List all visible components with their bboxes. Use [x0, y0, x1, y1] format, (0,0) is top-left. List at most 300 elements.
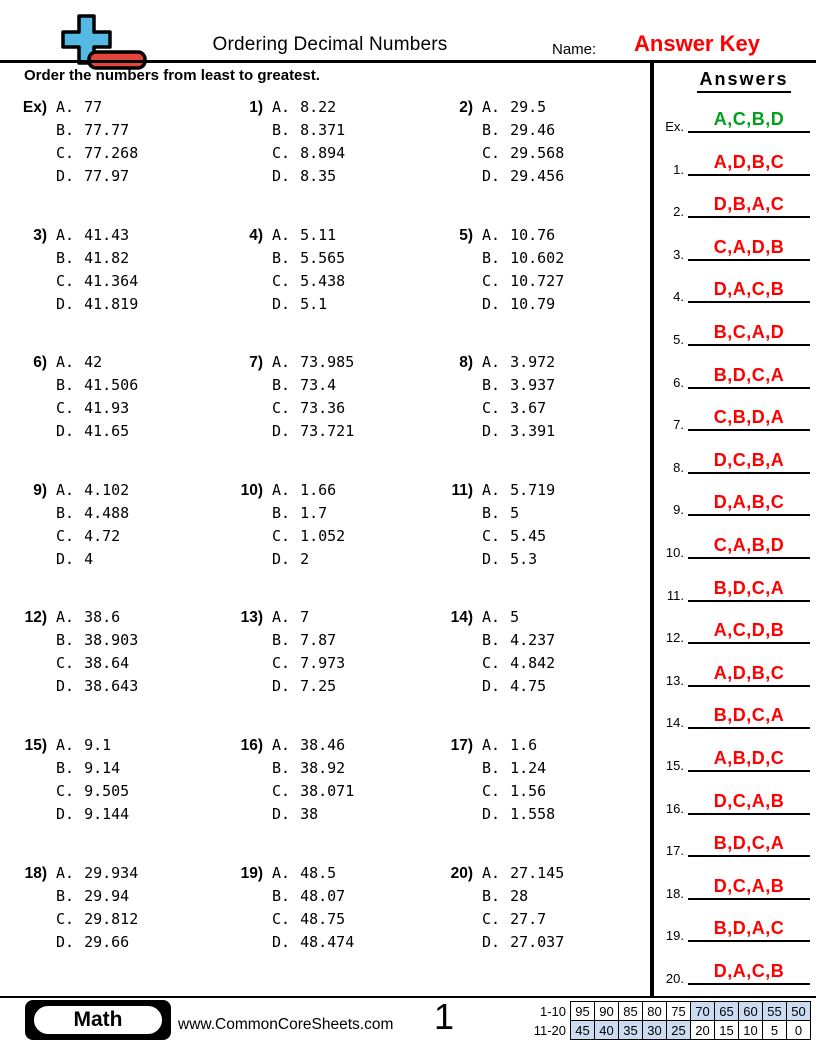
option-value: 29.66 [84, 932, 130, 951]
problem-option [56, 96, 138, 119]
answer-number: 9. [673, 502, 684, 518]
option-letter: D. [482, 804, 501, 823]
problem-item [224, 734, 434, 862]
problem-option [272, 885, 354, 908]
problem-option [272, 397, 354, 420]
answer-row [656, 785, 814, 815]
option-value: 73.36 [300, 399, 346, 418]
option-value: 3.67 [510, 399, 547, 418]
option-letter: B. [56, 503, 75, 522]
problem-option [56, 420, 138, 443]
grade-cell: 45 [571, 1021, 595, 1040]
option-value: 1.6 [510, 735, 538, 754]
answer-number: 13. [665, 672, 684, 688]
problem-option [56, 803, 129, 826]
problem-option [272, 606, 345, 629]
option-value: 28 [510, 886, 529, 905]
answer-line [688, 472, 810, 474]
option-value: 29.46 [510, 121, 556, 139]
option-letter: C. [272, 271, 291, 290]
answer-line [688, 387, 810, 389]
problems-grid [8, 96, 650, 989]
option-letter: D. [56, 677, 75, 696]
problem-option [482, 757, 555, 780]
option-letter: C. [272, 399, 291, 418]
answer-line [688, 301, 810, 303]
answer-line [688, 642, 810, 644]
option-value: 77.97 [84, 167, 130, 185]
option-letter: C. [56, 399, 75, 418]
option-value: 9.1 [84, 735, 112, 754]
problem-option [56, 734, 129, 757]
option-value: 41.364 [84, 271, 139, 290]
problem-option [482, 780, 555, 803]
option-letter: C. [272, 144, 291, 162]
math-badge-label: Math [73, 1008, 123, 1031]
problem-option [482, 142, 564, 165]
problem-number: 1) [249, 99, 263, 116]
header-divider [0, 60, 816, 63]
answers-heading: Answers [697, 69, 790, 93]
option-value: 27.037 [510, 932, 565, 951]
answer-row [656, 444, 814, 474]
problem-item [434, 734, 650, 862]
answer-value: D,B,A,C [713, 194, 785, 215]
option-letter: D. [56, 804, 75, 823]
problem-option [56, 885, 138, 908]
option-value: 10.727 [510, 271, 565, 290]
option-letter: D. [56, 549, 75, 568]
option-letter: A. [56, 480, 75, 499]
problem-option [272, 224, 345, 247]
option-letter: B. [56, 886, 75, 905]
answer-value: D,A,C,B [713, 279, 785, 300]
problem-option [56, 374, 138, 397]
option-letter: D. [272, 167, 291, 185]
option-value: 29.5 [510, 98, 547, 116]
answer-number: 11. [666, 587, 684, 603]
problem-option [272, 780, 354, 803]
problem-option [56, 931, 138, 954]
option-letter: A. [56, 225, 75, 244]
grade-cell: 75 [667, 1002, 691, 1021]
answer-row [656, 486, 814, 516]
grade-row-label: 11-20 [533, 1022, 566, 1038]
answer-row [656, 359, 814, 389]
problem-option [272, 629, 345, 652]
option-letter: B. [482, 886, 501, 905]
grade-cell: 0 [787, 1021, 811, 1040]
option-letter: C. [272, 654, 291, 673]
problem-item [434, 862, 650, 990]
option-value: 38.071 [300, 781, 355, 800]
option-letter: C. [482, 399, 501, 418]
option-letter: B. [482, 631, 501, 650]
option-value: 5.1 [300, 294, 328, 313]
option-letter: C. [272, 526, 291, 545]
option-letter: A. [482, 353, 501, 372]
problem-number: 20) [450, 864, 473, 882]
option-value: 4.237 [510, 631, 556, 650]
option-value: 41.65 [84, 422, 130, 441]
option-value: 1.24 [510, 758, 547, 777]
problem-option [272, 479, 345, 502]
answers-panel [656, 64, 816, 1004]
option-letter: C. [56, 654, 75, 673]
option-letter: D. [56, 294, 75, 313]
problem-option [272, 734, 354, 757]
answer-row [656, 827, 814, 857]
problem-option [56, 908, 138, 931]
problem-option [272, 293, 345, 316]
answer-line [688, 770, 810, 772]
answer-line [688, 131, 810, 133]
page-title: Ordering Decimal Numbers [212, 34, 448, 55]
option-value: 29.94 [84, 886, 130, 905]
problem-item [8, 606, 224, 734]
problem-option [56, 606, 138, 629]
problem-option [482, 502, 555, 525]
problem-item [224, 862, 434, 990]
problem-option [482, 931, 564, 954]
grade-row-label: 1-10 [539, 1003, 566, 1019]
option-letter: A. [482, 225, 501, 244]
problem-option [56, 270, 138, 293]
answer-key-text: Answer Key [634, 31, 760, 56]
answer-line [688, 174, 810, 176]
answer-value: C,A,D,B [713, 236, 785, 257]
grade-cell: 85 [619, 1002, 643, 1021]
option-value: 48.75 [300, 909, 346, 928]
option-letter: A. [272, 735, 291, 754]
option-letter: B. [272, 503, 291, 522]
problem-option [482, 675, 555, 698]
option-letter: C. [482, 654, 501, 673]
problem-option [482, 629, 555, 652]
grade-cell: 70 [691, 1002, 715, 1021]
problem-item [434, 224, 650, 352]
option-value: 9.144 [84, 804, 130, 823]
problem-option [272, 757, 354, 780]
option-value: 41.93 [84, 399, 130, 418]
problem-number: 10) [240, 481, 263, 499]
vertical-double-divider [650, 63, 654, 997]
option-letter: A. [56, 353, 75, 372]
option-value: 38.64 [84, 654, 130, 673]
answer-line [688, 259, 810, 261]
problem-option [482, 119, 564, 142]
answer-line [688, 557, 810, 559]
problem-item [434, 96, 650, 224]
problem-option [482, 374, 555, 397]
grade-cell: 35 [619, 1021, 643, 1040]
option-letter: A. [272, 353, 291, 372]
answer-number: 17. [665, 843, 684, 859]
problem-option [482, 293, 564, 316]
answer-number: 4. [673, 289, 684, 305]
option-letter: D. [56, 422, 75, 441]
answer-value: A,D,B,C [713, 662, 785, 683]
option-value: 4.102 [84, 480, 130, 499]
problem-item [8, 734, 224, 862]
answer-value: A,C,D,B [713, 620, 785, 641]
problem-option [56, 165, 138, 188]
option-letter: D. [482, 422, 501, 441]
option-letter: C. [482, 271, 501, 290]
answer-number: Ex. [665, 119, 684, 134]
problem-option [272, 142, 345, 165]
problem-option [482, 548, 555, 571]
grade-cell: 20 [691, 1021, 715, 1040]
option-value: 73.4 [300, 376, 337, 395]
grade-cell: 55 [763, 1002, 787, 1021]
answer-number: 2. [673, 204, 684, 220]
answer-row [656, 870, 814, 900]
option-letter: B. [482, 376, 501, 395]
option-letter: D. [272, 932, 291, 951]
problem-number: 14) [450, 609, 473, 627]
problem-option [272, 420, 354, 443]
problem-option [482, 525, 555, 548]
answer-value: D,A,B,C [713, 492, 785, 513]
option-letter: C. [56, 781, 75, 800]
grade-cell: 50 [787, 1002, 811, 1021]
problem-option [272, 374, 354, 397]
option-value: 41.506 [84, 376, 139, 395]
problem-option [482, 420, 555, 443]
option-letter: B. [272, 886, 291, 905]
option-value: 1.052 [300, 526, 346, 545]
problem-option [482, 165, 564, 188]
answer-value: B,C,A,D [713, 322, 785, 342]
problem-option [56, 525, 129, 548]
option-letter: B. [56, 376, 75, 395]
answer-number: 5. [673, 332, 684, 347]
problem-option [272, 525, 345, 548]
answer-row [656, 657, 814, 687]
problem-option [56, 119, 138, 142]
answer-value: D,C,A,B [713, 790, 785, 811]
answer-value: C,A,B,D [713, 535, 785, 555]
answer-number: 15. [665, 758, 684, 773]
option-letter: C. [482, 909, 501, 928]
problem-option [482, 908, 564, 931]
problem-option [272, 675, 345, 698]
problem-option [56, 397, 138, 420]
answer-row [656, 231, 814, 261]
problem-item [8, 862, 224, 990]
option-value: 1.56 [510, 781, 547, 800]
option-letter: A. [272, 225, 291, 244]
problem-option [482, 606, 555, 629]
problem-option [272, 652, 345, 675]
option-value: 3.391 [510, 422, 556, 441]
grade-table [534, 1001, 811, 1040]
option-value: 48.5 [300, 863, 337, 882]
answer-line [688, 216, 810, 218]
grade-cell: 60 [739, 1002, 763, 1021]
answer-value: D,A,C,B [713, 961, 785, 981]
problem-option [482, 224, 564, 247]
option-letter: C. [56, 909, 75, 928]
name-label: Name: [552, 41, 597, 58]
option-letter: B. [56, 631, 75, 650]
option-value: 29.934 [84, 863, 139, 882]
answer-value: A,B,D,C [713, 748, 785, 768]
option-letter: A. [56, 608, 75, 627]
problem-option [56, 757, 129, 780]
problem-item [224, 96, 434, 224]
option-letter: A. [272, 480, 291, 499]
option-value: 29.456 [510, 167, 565, 185]
answer-line [688, 983, 810, 985]
answer-value: B,D,C,A [713, 705, 785, 726]
option-value: 9.14 [84, 758, 121, 777]
answer-value: B,D,C,A [713, 364, 785, 385]
option-value: 29.568 [510, 144, 565, 162]
problem-option [272, 270, 345, 293]
answer-number: 16. [665, 800, 684, 816]
problem-number: Ex) [22, 99, 47, 116]
option-letter: B. [482, 121, 501, 139]
option-value: 7.973 [300, 654, 346, 673]
option-value: 5 [510, 503, 520, 522]
problem-option [482, 885, 564, 908]
option-value: 3.972 [510, 353, 556, 372]
answer-line [688, 727, 810, 729]
answer-line [688, 344, 810, 346]
problem-option [56, 142, 138, 165]
option-value: 38.6 [84, 608, 121, 627]
option-value: 48.07 [300, 886, 346, 905]
problem-option [482, 351, 555, 374]
answer-row [656, 742, 814, 772]
option-letter: A. [56, 863, 75, 882]
option-letter: A. [272, 608, 291, 627]
answer-line [688, 813, 810, 815]
problem-item [434, 479, 650, 607]
option-value: 41.43 [84, 225, 130, 244]
option-letter: B. [56, 121, 75, 139]
problem-item [224, 479, 434, 607]
option-letter: C. [56, 144, 75, 162]
answer-number: 12. [665, 630, 684, 646]
problem-option [482, 96, 564, 119]
option-value: 5.565 [300, 248, 346, 267]
option-letter: D. [482, 932, 501, 951]
option-letter: B. [482, 248, 501, 267]
problem-number: 18) [24, 864, 47, 882]
problem-option [56, 629, 138, 652]
grade-cell: 10 [739, 1021, 763, 1040]
page-number: 1 [433, 996, 455, 1037]
option-value: 4.842 [510, 654, 556, 673]
option-letter: B. [272, 121, 291, 139]
problem-option [272, 862, 354, 885]
answer-value: A,C,B,D [713, 109, 785, 129]
problem-item [224, 351, 434, 479]
plus-minus-logo-icon [58, 12, 154, 72]
answer-line [688, 600, 810, 602]
option-value: 7.87 [300, 631, 337, 650]
option-value: 4.72 [84, 526, 121, 545]
option-value: 8.371 [300, 121, 346, 139]
option-letter: A. [482, 608, 501, 627]
option-letter: D. [272, 422, 291, 441]
problem-option [56, 479, 129, 502]
grade-cell: 25 [667, 1021, 691, 1040]
option-value: 7.25 [300, 677, 337, 696]
problem-number: 3) [33, 226, 47, 244]
problem-option [272, 931, 354, 954]
answer-number: 8. [673, 459, 684, 475]
option-letter: B. [482, 758, 501, 777]
option-value: 5.11 [300, 225, 337, 244]
answer-number: 1. [673, 161, 684, 177]
math-badge [25, 1000, 171, 1040]
option-value: 77.268 [84, 144, 139, 162]
option-letter: D. [272, 804, 291, 823]
option-letter: B. [272, 248, 291, 267]
problem-number: 17) [450, 736, 473, 754]
answer-value: B,D,C,A [713, 577, 785, 598]
option-value: 38.92 [300, 758, 346, 777]
option-value: 10.602 [510, 248, 565, 267]
problem-option [482, 270, 564, 293]
problem-option [482, 652, 555, 675]
answer-line [688, 898, 810, 900]
option-value: 8.22 [300, 98, 337, 116]
answer-value: D,C,B,A [713, 449, 785, 470]
answer-row [656, 529, 814, 559]
answer-number: 19. [665, 928, 684, 944]
answer-row [656, 146, 814, 176]
problem-item [8, 351, 224, 479]
answer-number: 18. [665, 885, 684, 901]
problem-option [56, 675, 138, 698]
option-letter: A. [482, 735, 501, 754]
problem-number: 4) [249, 226, 263, 244]
problem-number: 16) [240, 736, 263, 754]
option-letter: C. [482, 526, 501, 545]
option-value: 9.505 [84, 781, 130, 800]
answer-line [688, 685, 810, 687]
option-letter: D. [272, 677, 291, 696]
answer-number: 10. [665, 545, 684, 560]
problem-number: 5) [459, 226, 473, 244]
problem-option [56, 247, 138, 270]
option-value: 4 [84, 549, 94, 568]
answer-number: 3. [673, 246, 684, 262]
answer-row [656, 103, 814, 133]
option-value: 4.488 [84, 503, 130, 522]
answer-row [656, 955, 814, 985]
problem-item [434, 351, 650, 479]
option-value: 27.145 [510, 863, 565, 882]
answer-row [656, 572, 814, 602]
option-letter: D. [482, 167, 501, 185]
problem-option [56, 351, 138, 374]
option-letter: A. [56, 98, 75, 116]
option-value: 1.7 [300, 503, 328, 522]
option-letter: D. [272, 549, 291, 568]
footer [0, 996, 816, 1046]
option-letter: C. [482, 144, 501, 162]
option-value: 5.438 [300, 271, 346, 290]
option-letter: C. [482, 781, 501, 800]
problem-item [224, 224, 434, 352]
problem-option [272, 165, 345, 188]
